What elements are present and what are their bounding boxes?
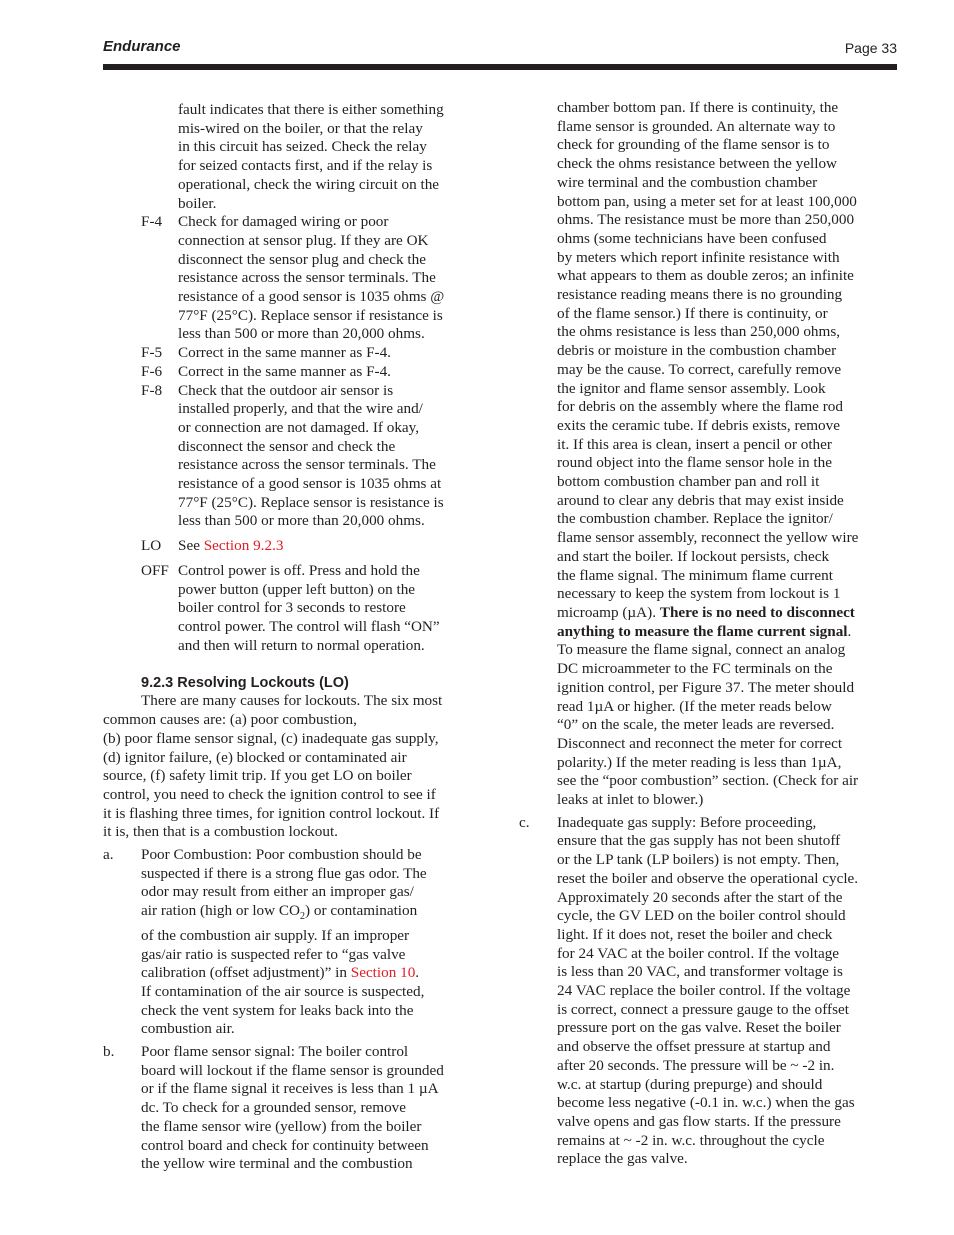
text-line: Poor flame sensor signal: The boiler control [141, 1043, 409, 1061]
header-rule [103, 64, 897, 70]
text-line: air ration (high or low CO [141, 902, 301, 920]
text-line: Approximately 20 seconds after the start of the [557, 888, 843, 906]
text-line: for debris on the assembly where the flame rod [557, 398, 843, 416]
text-line: ignition control, per Figure 37. The meter should [557, 678, 855, 696]
text-line: bottom pan, using a meter set for at least 100,000 [557, 192, 857, 210]
text-line: for 24 VAC at the boiler control. If the voltage [557, 944, 840, 962]
text-line: See [178, 537, 204, 555]
item-label: b. [103, 1043, 115, 1061]
text-line: light. If it does not, reset the boiler and check [557, 925, 833, 943]
text-line: what appears to them as double zeros; an infinite [557, 267, 854, 285]
fault-f6 [103, 363, 493, 382]
bold-note: anything to measure the flame current signal [557, 622, 848, 640]
text-line: reset the boiler and observe the operational cycle. [557, 869, 859, 887]
text-line: of the flame sensor.) If there is continuity, or [557, 304, 828, 322]
item-b-continuation [519, 99, 904, 810]
right-column [519, 99, 904, 1169]
text-line: Correct in the same manner as F-4. [178, 362, 391, 380]
text-line: see the “poor combustion” section. (Check for air [557, 772, 859, 790]
subscript: 2 [300, 911, 306, 923]
text-line: read 1µA or higher. (If the meter reads below [557, 697, 832, 715]
text-line: cycle, the GV LED on the boiler control should [557, 907, 846, 925]
text-line: control, you need to check the ignition control to see if [103, 785, 436, 803]
text-line: necessary to keep the system from lockout is 1 [557, 585, 841, 603]
text-line: boiler. [178, 194, 217, 212]
text-line: after 20 seconds. The pressure will be ~ -2 in. [557, 1056, 835, 1074]
text-line: mis-wired on the boiler, or that the relay [178, 119, 423, 137]
fault-f3-continuation [103, 101, 493, 213]
left-column [103, 101, 493, 1174]
text-line: check for grounding of the flame sensor is to [557, 136, 830, 154]
text-line: Correct in the same manner as F-4. [178, 344, 391, 362]
text-line: it is flashing three times, for ignition control lockout. If [103, 804, 440, 822]
text-line: less than 500 or more than 20,000 ohms. [178, 512, 425, 530]
text-line: of the combustion air supply. If an improper [141, 926, 410, 944]
text-line: flame sensor assembly, reconnect the yellow wire [557, 529, 859, 547]
fault-code: F-5 [141, 344, 163, 362]
text-line: Check for damaged wiring or poor [178, 213, 389, 231]
text-line: calibration (offset adjustment)” in [141, 964, 351, 982]
text-line: . [847, 622, 852, 640]
text-line: wire terminal and the combustion chamber [557, 173, 818, 191]
text-line: control power. The control will flash “ON” [178, 617, 440, 635]
fault-f8 [103, 382, 493, 532]
text-line: There are many causes for lockouts. The six most [141, 692, 443, 710]
text-line: resistance reading means there is no grounding [557, 286, 843, 304]
text-line: less than 500 or more than 20,000 ohms. [178, 325, 425, 343]
fault-off [103, 562, 493, 656]
text-line: To measure the flame signal, connect an analog [557, 641, 846, 659]
text-line: suspected if there is a strong flue gas odor. The [141, 864, 427, 882]
text-line: (b) poor flame sensor signal, (c) inadequate gas supply, [103, 729, 439, 747]
text-line: flame sensor is grounded. An alternate way to [557, 117, 836, 135]
text-line: resistance of a good sensor is 1035 ohms at [178, 475, 442, 493]
text-line: debris or moisture in the combustion chamber [557, 342, 837, 360]
item-b [103, 1043, 493, 1174]
text-line: resistance across the sensor terminals. The [178, 456, 436, 474]
text-line: in this circuit has seized. Check the relay [178, 138, 427, 156]
text-line: the ohms resistance is less than 250,000 ohms, [557, 323, 841, 341]
text-line: check the ohms resistance between the yellow [557, 155, 838, 173]
text-line: Check that the outdoor air sensor is [178, 381, 394, 399]
fault-code: OFF [141, 561, 169, 579]
text-line: fault indicates that there is either something [178, 101, 444, 118]
fault-code: F-6 [141, 362, 163, 380]
text-line: source, (f) safety limit trip. If you get LO on boiler [103, 767, 412, 785]
text-line: 24 VAC replace the boiler control. If the voltage [557, 982, 851, 1000]
text-line: valve opens and gas flow starts. If the pressure [557, 1112, 841, 1130]
page-number: Page 33 [844, 40, 897, 56]
text-line: the combustion chamber. Replace the ignitor/ [557, 510, 833, 528]
text-line: by meters which report infinite resistance with [557, 248, 840, 266]
text-line: replace the gas valve. [557, 1150, 688, 1168]
text-line: is correct, connect a pressure gauge to the offset [557, 1000, 849, 1018]
text-line: and observe the offset pressure at startup and [557, 1038, 831, 1056]
text-line: Control power is off. Press and hold the [178, 561, 420, 579]
text-line: dc. To check for a grounded sensor, remove [141, 1099, 407, 1117]
text-line: disconnect the sensor plug and check the [178, 250, 426, 268]
text-line: the yellow wire terminal and the combustion [141, 1155, 413, 1173]
text-line: remains at ~ -2 in. w.c. throughout the cycle [557, 1131, 825, 1149]
text-line: or connection are not damaged. If okay, [178, 418, 420, 436]
item-c [519, 814, 904, 1169]
text-line: Inadequate gas supply: Before proceeding, [557, 813, 817, 831]
text-line: . [415, 964, 420, 982]
text-line: polarity.) If the meter reading is less than 1µA, [557, 753, 842, 771]
text-line: leaks at inlet to blower.) [557, 791, 704, 809]
text-line: operational, check the wiring circuit on the [178, 175, 440, 193]
text-line: combustion air. [141, 1020, 235, 1038]
text-line: installed properly, and that the wire and/ [178, 400, 423, 418]
text-line: chamber bottom pan. If there is continuity, the [557, 99, 839, 116]
text-line: the flame sensor wire (yellow) from the boiler [141, 1117, 422, 1135]
fault-code: F-4 [141, 213, 163, 231]
text-line: exits the ceramic tube. If debris exists, remove [557, 416, 840, 434]
item-label: a. [103, 846, 114, 864]
text-line: resistance across the sensor terminals. The [178, 269, 436, 287]
text-line: boiler control for 3 seconds to restore [178, 599, 406, 617]
text-line: odor may result from either an improper gas/ [141, 883, 414, 901]
text-line: connection at sensor plug. If they are OK [178, 231, 429, 249]
text-line: board will lockout if the flame sensor is grounded [141, 1061, 444, 1079]
text-line: for seized contacts first, and if the relay is [178, 157, 433, 175]
text-line: disconnect the sensor and check the [178, 437, 396, 455]
text-line: round object into the flame sensor hole in the [557, 454, 832, 472]
text-line: microamp (µA). [557, 603, 660, 621]
text-line: and then will return to normal operation. [178, 636, 425, 654]
text-line: control board and check for continuity between [141, 1136, 429, 1154]
section-link[interactable]: Section 9.2.3 [203, 537, 284, 555]
text-line: the ignitor and flame sensor assembly. Look [557, 379, 826, 397]
text-line: Poor Combustion: Poor combustion should be [141, 846, 422, 864]
text-line: bottom combustion chamber pan and roll it [557, 473, 820, 491]
text-line: and start the boiler. If lockout persists, check [557, 547, 830, 565]
text-line: ohms (some technicians have been confused [557, 229, 827, 247]
text-line: Disconnect and reconnect the meter for correct [557, 734, 843, 752]
fault-lo [103, 537, 493, 556]
intro-paragraph [103, 692, 493, 842]
text-line: gas/air ratio is suspected refer to “gas valve [141, 945, 406, 963]
text-line: pressure port on the gas valve. Reset the boiler [557, 1019, 841, 1037]
item-a [103, 846, 493, 1039]
fault-f4 [103, 213, 493, 344]
text-line: around to clear any debris that may exist inside [557, 491, 844, 509]
bold-note: There is no need to disconnect [659, 603, 855, 621]
text-line: 77°F (25°C). Replace sensor is resistance is [178, 493, 444, 511]
text-line: the flame signal. The minimum flame current [557, 566, 833, 584]
text-line: is less than 20 VAC, and transformer voltage is [557, 963, 843, 981]
fault-code: F-8 [141, 381, 163, 399]
text-line: or the LP tank (LP boilers) is not empty. Then, [557, 851, 840, 869]
fault-f5 [103, 344, 493, 363]
text-line: ohms. The resistance must be more than 250,000 [557, 211, 855, 229]
text-line: it. If this area is clean, insert a pencil or other [557, 435, 832, 453]
fault-code: LO [141, 537, 162, 555]
text-line: or if the flame signal it receives is less than 1 µA [141, 1080, 439, 1098]
text-line: it is, then that is a combustion lockout. [103, 823, 338, 841]
text-line: w.c. at startup (during prepurge) and should [557, 1075, 823, 1093]
text-line: common causes are: (a) poor combustion, [103, 711, 357, 729]
text-line: resistance of a good sensor is 1035 ohms @ [178, 288, 445, 306]
text-line: “0” on the scale, the meter leads are reversed. [557, 716, 835, 734]
text-line: 77°F (25°C). Replace sensor if resistance is [178, 306, 443, 324]
text-line: ensure that the gas supply has not been shutoff [557, 832, 841, 850]
text-line: may be the cause. To correct, carefully remove [557, 360, 842, 378]
text-line: (d) ignitor failure, (e) blocked or contaminated air [103, 748, 407, 766]
item-label: c. [519, 813, 530, 831]
text-line: check the vent system for leaks back into the [141, 1001, 414, 1019]
text-line: ) or contamination [305, 902, 418, 920]
section-heading: 9.2.3 Resolving Lockouts (LO) [141, 675, 349, 692]
header-brand: Endurance [103, 38, 181, 55]
text-line: power button (upper left button) on the [178, 580, 416, 598]
section-link[interactable]: Section 10 [350, 964, 416, 982]
text-line: If contamination of the air source is suspected, [141, 982, 425, 1000]
text-line: DC microammeter to the FC terminals on the [557, 660, 833, 678]
text-line: become less negative (-0.1 in. w.c.) when the gas [557, 1094, 855, 1112]
